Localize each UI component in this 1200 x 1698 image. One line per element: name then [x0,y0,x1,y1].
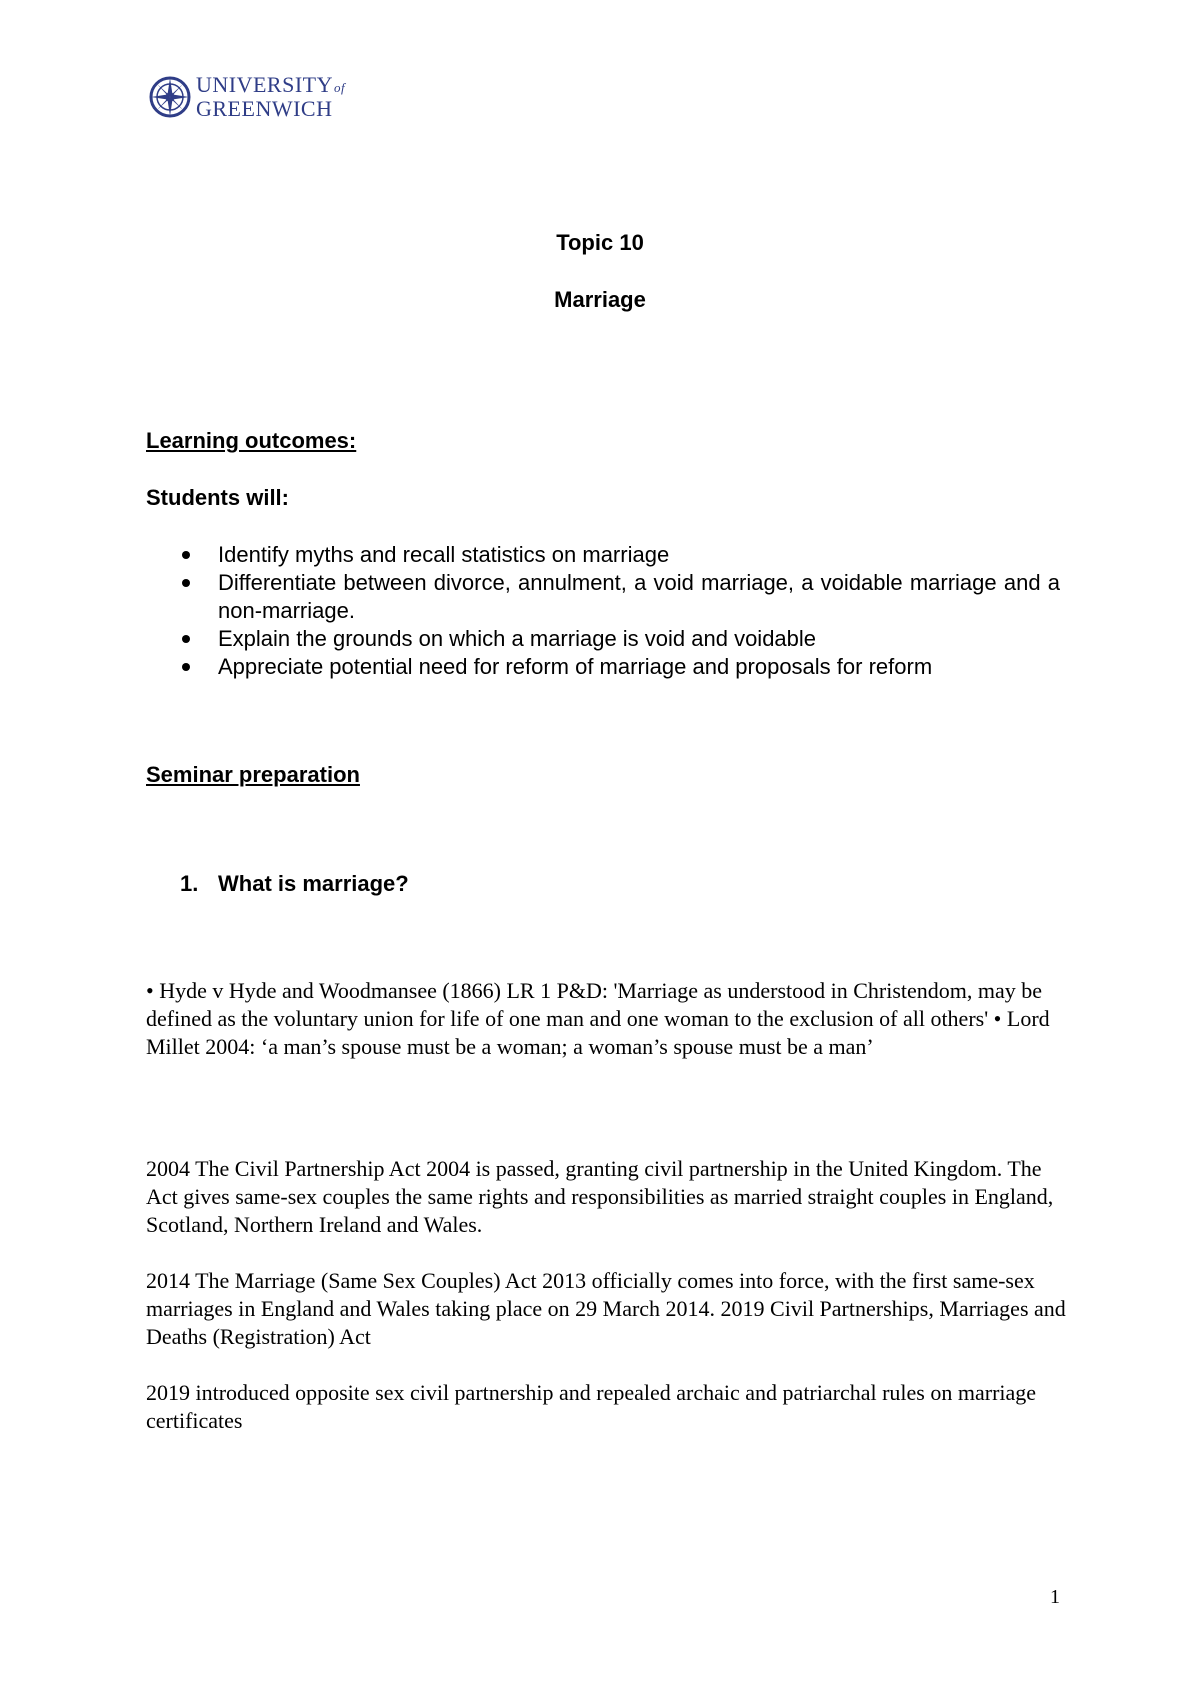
bullet-icon [182,579,190,587]
seminar-preparation-heading: Seminar preparation [146,762,360,787]
page-title: Marriage [554,287,646,312]
list-item [176,541,1060,569]
question-heading [180,871,409,897]
logo-of-text: of [334,80,346,95]
list-item [176,625,1060,653]
logo-greenwich-text: GREENWICH [196,96,333,121]
university-logo [148,72,358,122]
page-number: 1 [1050,1586,1060,1608]
paragraph-civil-partnership-2004: 2004 The Civil Partnership Act 2004 is passed, granting civil partnership in the United Kingdom. The Act gives same-sex couples the same rights and responsibilities as married straight couples in England, Scotland, Northern Ireland and Wales. [146,1156,1054,1237]
learning-outcomes-heading: Learning outcomes: [146,428,357,453]
list-item-text: Differentiate between divorce, annulment, a void marriage, a voidable marriage and a non-marriage. [218,570,1060,623]
bullet-icon [182,551,190,559]
compass-rose-icon [148,74,192,120]
paragraph-same-sex-marriage-2014: 2014 The Marriage (Same Sex Couples) Act 2013 officially comes into force, with the first same-sex marriages in England and Wales taking place on 29 March 2014. 2019 Civil Partnerships, Marriages and Deaths (Registration) Act [146,1268,1066,1349]
question-number: 1. [180,871,199,896]
list-item [176,653,1060,681]
learning-outcomes-list [176,541,1060,681]
logo-university-text: UNIVERSITY [196,72,333,97]
list-item-text: Identify myths and recall statistics on marriage [218,542,670,567]
list-item-text: Explain the grounds on which a marriage is void and voidable [218,626,817,651]
question-text: What is marriage? [218,871,409,896]
bullet-icon [182,635,190,643]
bullet-icon [182,663,190,671]
students-will-label: Students will: [146,485,289,510]
list-item [176,569,1060,625]
paragraph-2019-reforms: 2019 introduced opposite sex civil partnership and repealed archaic and patriarchal rules on marriage certificates [146,1380,1037,1433]
topic-number: Topic 10 [556,230,644,255]
list-item-text: Appreciate potential need for reform of marriage and proposals for reform [218,654,933,679]
logo-wordmark [196,74,345,120]
paragraph-hyde-definition: • Hyde v Hyde and Woodmansee (1866) LR 1 P&D: 'Marriage as understood in Christendom, may be defined as the voluntary union for life of one man and one woman to the exclusion of all others' • Lord Millet 2004: ‘a man’s spouse must be a woman; a woman’s spouse must be a man’ [146,978,1050,1059]
logo-line-university [196,74,345,96]
